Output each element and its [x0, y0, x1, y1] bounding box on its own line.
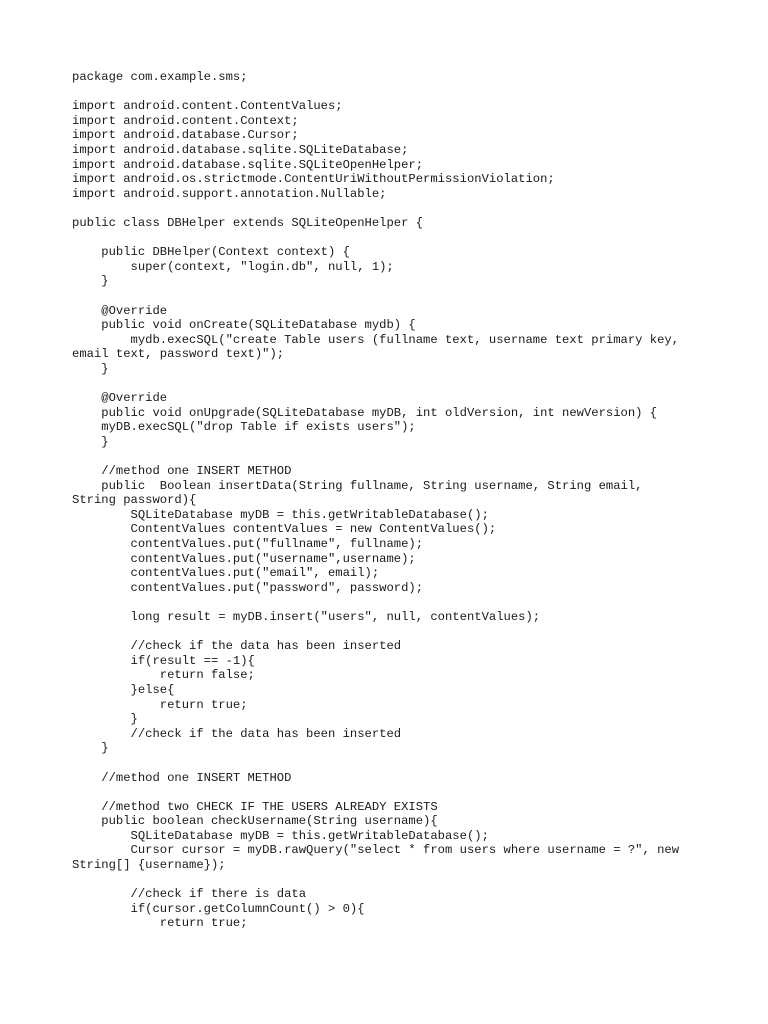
- code-line: [72, 756, 712, 771]
- code-line: return false;: [72, 668, 255, 683]
- code-line: public void onCreate(SQLiteDatabase mydb) {: [72, 318, 416, 333]
- code-line: import android.database.Cursor;: [72, 128, 299, 143]
- code-line: Cursor cursor = myDB.rawQuery("select * from users where username = ?", new: [72, 843, 680, 858]
- code-line: public void onUpgrade(SQLiteDatabase myDB, int oldVersion, int newVersion) {: [72, 405, 658, 420]
- code-line: @Override: [72, 303, 168, 318]
- code-line: public boolean checkUsername(String username){: [72, 814, 438, 829]
- code-line: ContentValues contentValues = new ContentValues();: [72, 522, 497, 537]
- code-line: }: [72, 274, 109, 289]
- code-line: long result = myDB.insert("users", null, contentValues);: [72, 609, 541, 624]
- code-line: import android.content.Context;: [72, 113, 299, 128]
- code-line: //check if the data has been inserted: [72, 726, 402, 741]
- code-line: //method one INSERT METHOD: [72, 464, 292, 479]
- code-line: public Boolean insertData(String fullname, String username, String email,: [72, 478, 643, 493]
- code-line: [72, 873, 712, 888]
- code-line: SQLiteDatabase myDB = this.getWritableDatabase();: [72, 828, 489, 843]
- code-line: import android.database.sqlite.SQLiteDatabase;: [72, 142, 409, 157]
- code-line: [72, 289, 712, 304]
- code-line: [72, 85, 712, 100]
- code-line: //method one INSERT METHOD: [72, 770, 292, 785]
- code-line: }: [72, 434, 109, 449]
- code-line: //method two CHECK IF THE USERS ALREADY EXISTS: [72, 799, 438, 814]
- code-line: super(context, "login.db", null, 1);: [72, 259, 394, 274]
- code-line: contentValues.put("fullname", fullname);: [72, 537, 424, 551]
- code-line: return true;: [72, 697, 248, 712]
- code-line: }: [72, 361, 109, 376]
- code-line: String password){: [72, 493, 197, 508]
- code-line: import android.content.ContentValues;: [72, 99, 343, 114]
- code-line: myDB.execSQL("drop Table if exists users");: [72, 420, 416, 435]
- code-line: }else{: [72, 682, 175, 697]
- code-line: mydb.execSQL("create Table users (fullname text, username text primary key,: [72, 332, 680, 347]
- code-line: SQLiteDatabase myDB = this.getWritableDatabase();: [72, 507, 489, 522]
- code-line: public class DBHelper extends SQLiteOpenHelper {: [72, 215, 424, 230]
- code-line: import android.database.sqlite.SQLiteOpenHelper;: [72, 157, 424, 172]
- code-line: [72, 449, 712, 464]
- code-line: contentValues.put("username",username);: [72, 551, 416, 566]
- code-line: //check if there is data: [72, 887, 307, 902]
- code-line: return true;: [72, 916, 248, 931]
- code-line: [72, 231, 712, 246]
- code-line: import android.os.strictmode.ContentUriWithoutPermissionViolation;: [72, 172, 555, 187]
- code-line: [72, 201, 712, 216]
- code-line: import android.support.annotation.Nullable;: [72, 186, 387, 201]
- code-line: @Override: [72, 391, 168, 406]
- code-line: [72, 625, 712, 640]
- code-line: String[] {username});: [72, 858, 226, 873]
- code-line: }: [72, 712, 138, 727]
- code-line: contentValues.put("email", email);: [72, 566, 380, 581]
- code-document: [72, 70, 712, 931]
- code-line: public DBHelper(Context context) {: [72, 245, 350, 260]
- code-line: }: [72, 741, 109, 756]
- code-line: [72, 785, 712, 800]
- code-line: contentValues.put("password", password);: [72, 580, 424, 595]
- code-line: package com.example.sms;: [72, 70, 248, 84]
- code-line: [72, 595, 712, 610]
- code-line: if(cursor.getColumnCount() > 0){: [72, 901, 365, 916]
- code-line: email text, password text)");: [72, 347, 285, 362]
- code-line: [72, 376, 712, 391]
- code-line: //check if the data has been inserted: [72, 639, 402, 654]
- code-line: if(result == -1){: [72, 653, 255, 668]
